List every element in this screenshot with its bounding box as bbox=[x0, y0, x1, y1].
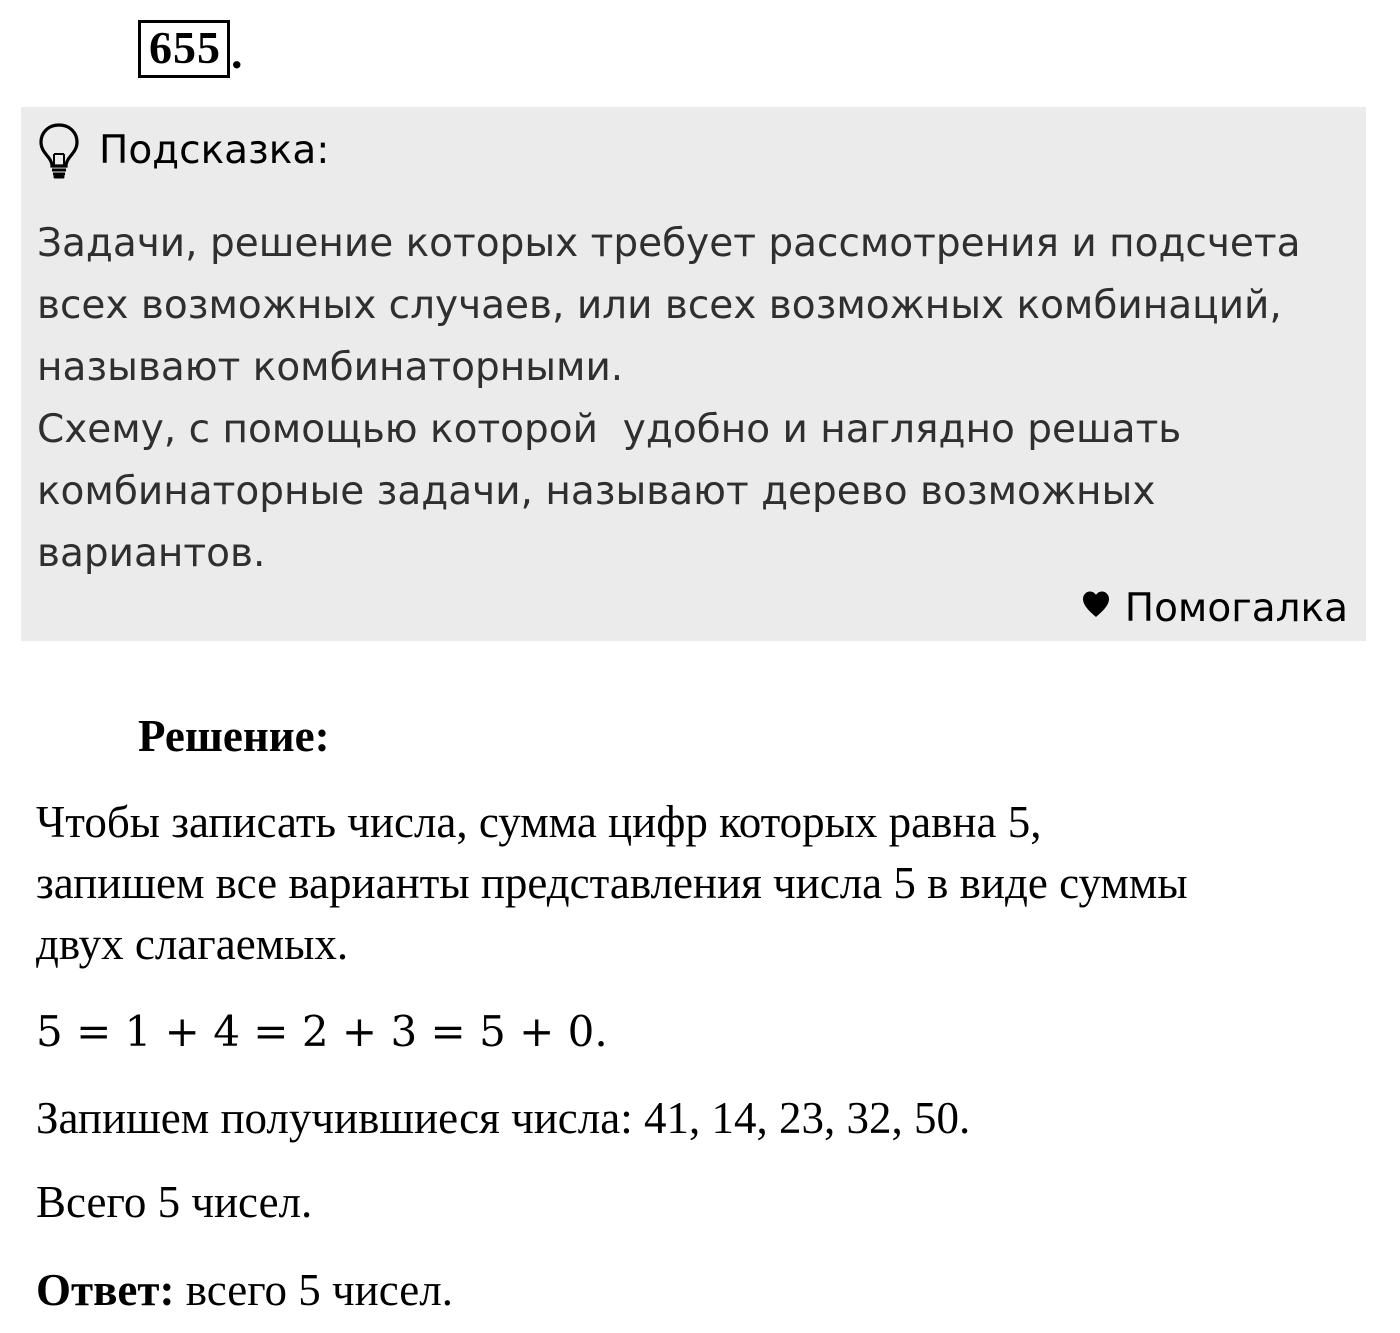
solution-intro bbox=[36, 792, 1188, 975]
answer-text: всего 5 чисел. bbox=[174, 1265, 453, 1315]
hint-panel bbox=[21, 107, 1366, 641]
hint-line: Схему, с помощью которой удобно и наглядно решать bbox=[37, 407, 1182, 452]
brand-label: Помогалка bbox=[1124, 586, 1348, 631]
answer-line bbox=[36, 1260, 453, 1320]
hint-line: вариантов. bbox=[37, 531, 266, 576]
task-number bbox=[138, 22, 243, 78]
lightbulb-icon bbox=[37, 121, 81, 181]
hint-line: комбинаторные задачи, называют дерево возможных bbox=[37, 469, 1156, 514]
task-number-dot: . bbox=[231, 27, 243, 78]
hint-line: называют комбинаторными. bbox=[37, 345, 624, 390]
hint-title: Подсказка: bbox=[99, 128, 330, 173]
brand-link[interactable] bbox=[1081, 583, 1348, 635]
hint-line: Задачи, решение которых требует рассмотрения и подсчета bbox=[37, 221, 1301, 266]
hint-text bbox=[37, 213, 1347, 585]
answer-label: Ответ: bbox=[36, 1265, 175, 1315]
hint-header bbox=[37, 121, 329, 181]
total-line: Всего 5 чисел. bbox=[36, 1177, 313, 1227]
hint-line: всех возможных случаев, или всех возможных комбинаций, bbox=[37, 283, 1282, 328]
solution-line: Чтобы записать числа, сумма цифр которых равна 5, bbox=[36, 797, 1042, 847]
numbers-line: Запишем получившиеся числа: 41, 14, 23, 32, 50. bbox=[36, 1093, 971, 1143]
solution-title: Решение: bbox=[138, 711, 330, 761]
solution-line: двух слагаемых. bbox=[36, 919, 349, 969]
heart-icon bbox=[1081, 590, 1111, 618]
task-number-box: 655 bbox=[138, 20, 230, 78]
solution-line: запишем все варианты представления числа 5 в виде суммы bbox=[36, 858, 1188, 908]
sum-equation: 5 = 1 + 4 = 2 + 3 = 5 + 0. bbox=[36, 1007, 608, 1056]
